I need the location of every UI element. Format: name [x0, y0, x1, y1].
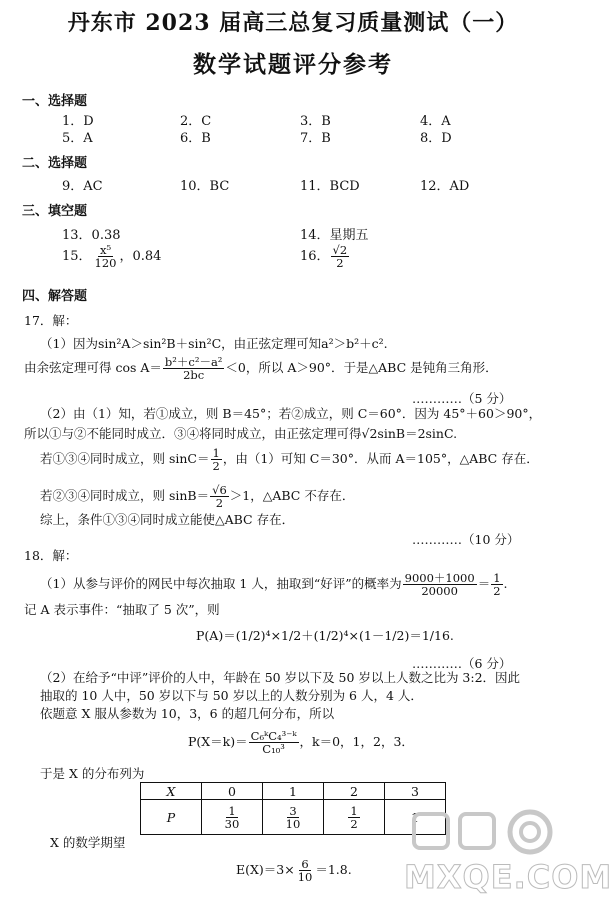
fraction: $\frac{√6}{2}$ [212, 483, 227, 510]
table-cell: 1 [263, 783, 324, 800]
p17-line-4: 所以①与②不能同时成立．③④将同时成立，由正弦定理可得√2sinB＝2sinC. [24, 426, 458, 441]
p18-line-5: 抽取的 10 人中，50 岁以下与 50 岁以上的人数分别为 6 人，4 人． [40, 688, 423, 703]
table-cell [324, 800, 385, 835]
answer-6: 6．B [180, 131, 211, 146]
document-subtitle: 数学试题评分参考 [193, 51, 393, 78]
section-heading-multi: 二、选择题 [22, 156, 88, 171]
fraction: $\frac{\text{C₆ᵏC₄³⁻ᵏ}}{\text{C₁₀³}}$ [250, 729, 297, 756]
answer-3: 3．B [300, 114, 331, 129]
p18-line-2: 记 A 表示事件：“抽取了 5 次”，则 [24, 602, 220, 617]
fraction: $\frac{1}{2}$ [493, 571, 501, 598]
table-cell: 1 [385, 800, 446, 835]
section-heading-fill: 三、填空题 [22, 204, 88, 219]
table-row [141, 783, 446, 800]
table-cell: 0 [202, 783, 263, 800]
table-cell: P [141, 800, 202, 835]
p17-line-2: 由余弦定理可得 cos A＝ $\frac{\text{b²＋c²－a²}}{2bc}$ ＜0，所以 A＞90°．于是△ABC 是钝角三角形． [24, 355, 498, 382]
p18-line-4: （2）在给予“中评”评价的人中，年龄在 50 岁以下及 50 岁以上人数之比为 3:2．因此 [40, 670, 521, 685]
table-cell: 3 [385, 783, 446, 800]
p17-line-7: 综上，条件①③④同时成立能使△ABC 存在． [40, 512, 295, 527]
answer-12: 12．AD [420, 179, 470, 194]
watermark-text: MXQE.COM [404, 858, 612, 896]
fraction: $\frac{\text{x⁵}}{120}$ [94, 243, 117, 270]
problem-18-label: 18．解： [24, 548, 78, 563]
p18-score-1: …………（6 分） [412, 656, 512, 671]
section-heading-choice: 一、选择题 [22, 94, 88, 109]
fraction: $\frac{3}{10}$ [285, 803, 301, 831]
p18-line-3: P(A)＝(1/2)⁴×1/2＋(1/2)⁴×(1－1/2)＝1/16. [196, 628, 454, 643]
answer-9: 9．AC [62, 179, 103, 194]
p17-score-2: …………（10 分） [412, 532, 520, 547]
p17-line-1: （1）因为sin²A＞sin²B＋sin²C，由正弦定理可知a²＞b²＋c². [40, 336, 388, 351]
fraction: $\frac{6}{10}$ [297, 857, 313, 884]
fraction: $\frac{1}{30}$ [224, 803, 240, 831]
fraction: $\frac{\text{b²＋c²－a²}}{2bc}$ [164, 355, 223, 382]
p18-line-7: P(X＝k)＝ $\frac{\text{C₆ᵏC₄³⁻ᵏ}}{\text{C₁₀³}}$ ，k＝0，1，2，3． [188, 729, 414, 756]
p17-line-6: 若②③④同时成立，则 sinB＝ $\frac{√6}{2}$ ＞1，△ABC 不存在． [40, 483, 355, 510]
p18-line-10: E(X)＝3× $\frac{6}{10}$ ＝1.8. [236, 857, 352, 884]
p17-score-1: …………（5 分） [412, 391, 512, 406]
answer-4: 4．A [420, 114, 451, 129]
section-heading-solutions: 四、解答题 [22, 289, 88, 304]
p17-line-3: （2）由（1）知，若①成立，则 B＝45°；若②成立，则 C＝60°．因为 45°＋60＞90°， [40, 406, 542, 421]
problem-17-label: 17．解： [24, 313, 78, 328]
fraction: $\frac{√2}{2}$ [332, 243, 348, 270]
answer-10: 10．BC [180, 179, 230, 194]
answer-7: 7．B [300, 131, 331, 146]
answer-2: 2．C [180, 114, 212, 129]
table-cell [202, 800, 263, 835]
answer-15: 15． $\frac{\text{x⁵}}{120}$ ，0.84 [62, 243, 162, 270]
p18-line-1: （1）从参与评价的网民中每次抽取 1 人，抽取到“好评”的概率为 $\frac{9000+1000}{20000}$ ＝ $\frac{1}{2}$ . [40, 571, 508, 598]
document-title: 丹东市 2023 届高三总复习质量测试（一） [67, 10, 519, 36]
table-cell [263, 800, 324, 835]
p17-line-5: 若①③④同时成立，则 sinC＝ $\frac{1}{2}$ ，由（1）可知 C＝30°．从而 A＝105°，△ABC 存在． [40, 446, 539, 473]
answer-5: 5．A [62, 131, 93, 146]
answer-11: 11．BCD [300, 179, 360, 194]
fraction: $\frac{9000+1000}{20000}$ [404, 571, 475, 598]
fraction: $\frac{1}{2}$ [350, 803, 358, 831]
p18-line-6: 依题意 X 服从参数为 10，3，6 的超几何分布，所以 [40, 706, 335, 721]
answer-1: 1．D [62, 114, 94, 129]
table-cell: X [141, 783, 202, 800]
answer-8: 8．D [420, 131, 452, 146]
p18-line-8: 于是 X 的分布列为 [40, 766, 145, 781]
fraction: $\frac{1}{2}$ [212, 446, 220, 473]
p18-line-9: X 的数学期望 [50, 835, 126, 850]
table-cell: 2 [324, 783, 385, 800]
answer-14: 14．星期五 [300, 228, 369, 243]
answer-16: 16． $\frac{√2}{2}$ [300, 243, 348, 270]
answer-13: 13．0.38 [62, 228, 121, 243]
